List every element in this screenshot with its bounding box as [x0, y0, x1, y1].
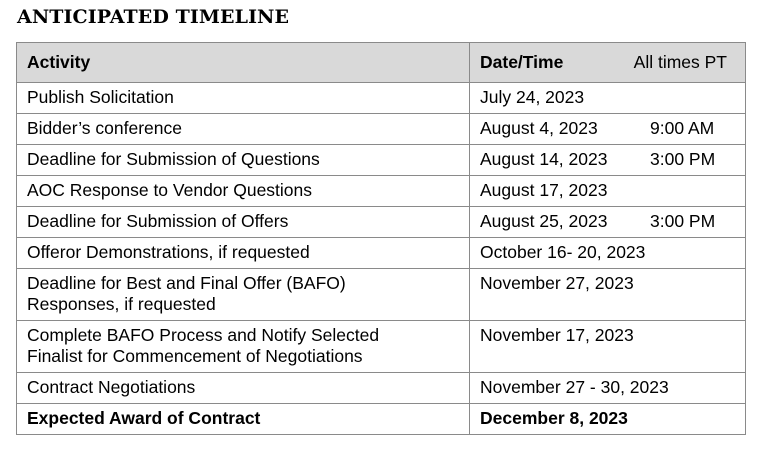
table-header-row [17, 43, 746, 83]
date-text: November 27 - 30, 2023 [480, 377, 669, 397]
date-text: July 24, 2023 [480, 87, 585, 107]
section-heading: ANTICIPATED TIMELINE [17, 6, 290, 28]
activity-cell: Deadline for Submission of Offers [17, 207, 470, 238]
date-text: August 17, 2023 [480, 180, 608, 200]
activity-cell [17, 269, 470, 321]
table-row [17, 238, 746, 269]
time-text: 3:00 PM [650, 149, 716, 169]
activity-line: Deadline for Best and Final Offer (BAFO) [27, 273, 346, 293]
activity-line: Complete BAFO Process and Notify Selected [27, 325, 380, 345]
activity-line: Finalist for Commencement of Negotiations [27, 346, 363, 366]
date-cell [470, 207, 746, 238]
date-text: November 17, 2023 [480, 325, 634, 345]
table-row [17, 373, 746, 404]
date-cell [470, 114, 746, 145]
activity-cell: Deadline for Submission of Questions [17, 145, 470, 176]
activity-cell [17, 321, 470, 373]
time-text: 3:00 PM [650, 211, 716, 231]
date-time-label: Date/Time [480, 52, 564, 72]
activity-cell: Publish Solicitation [17, 83, 470, 114]
table-row [17, 269, 746, 321]
table-row [17, 114, 746, 145]
date-cell [470, 145, 746, 176]
date-cell [470, 238, 746, 269]
activity-cell: Expected Award of Contract [17, 404, 470, 435]
date-text: November 27, 2023 [480, 273, 634, 293]
timezone-note: All times PT [633, 52, 727, 72]
date-text: August 14, 2023 [480, 149, 608, 169]
timeline-table [16, 42, 746, 435]
activity-line: Responses, if requested [27, 294, 216, 314]
date-cell [470, 373, 746, 404]
table-row [17, 176, 746, 207]
table-row [17, 321, 746, 373]
table-row [17, 404, 746, 435]
date-cell [470, 404, 746, 435]
table-row [17, 145, 746, 176]
activity-cell: Bidder’s conference [17, 114, 470, 145]
date-text: August 4, 2023 [480, 118, 598, 138]
activity-cell: AOC Response to Vendor Questions [17, 176, 470, 207]
date-cell [470, 83, 746, 114]
activity-cell: Offeror Demonstrations, if requested [17, 238, 470, 269]
time-text: 9:00 AM [650, 118, 715, 138]
date-time-column-header [470, 43, 746, 83]
table-row [17, 83, 746, 114]
date-cell [470, 176, 746, 207]
date-text: December 8, 2023 [480, 408, 628, 428]
date-text: August 25, 2023 [480, 211, 608, 231]
table-row [17, 207, 746, 238]
activity-column-header: Activity [17, 43, 470, 83]
date-text: October 16- 20, 2023 [480, 242, 646, 262]
date-cell [470, 269, 746, 321]
activity-cell: Contract Negotiations [17, 373, 470, 404]
date-cell [470, 321, 746, 373]
